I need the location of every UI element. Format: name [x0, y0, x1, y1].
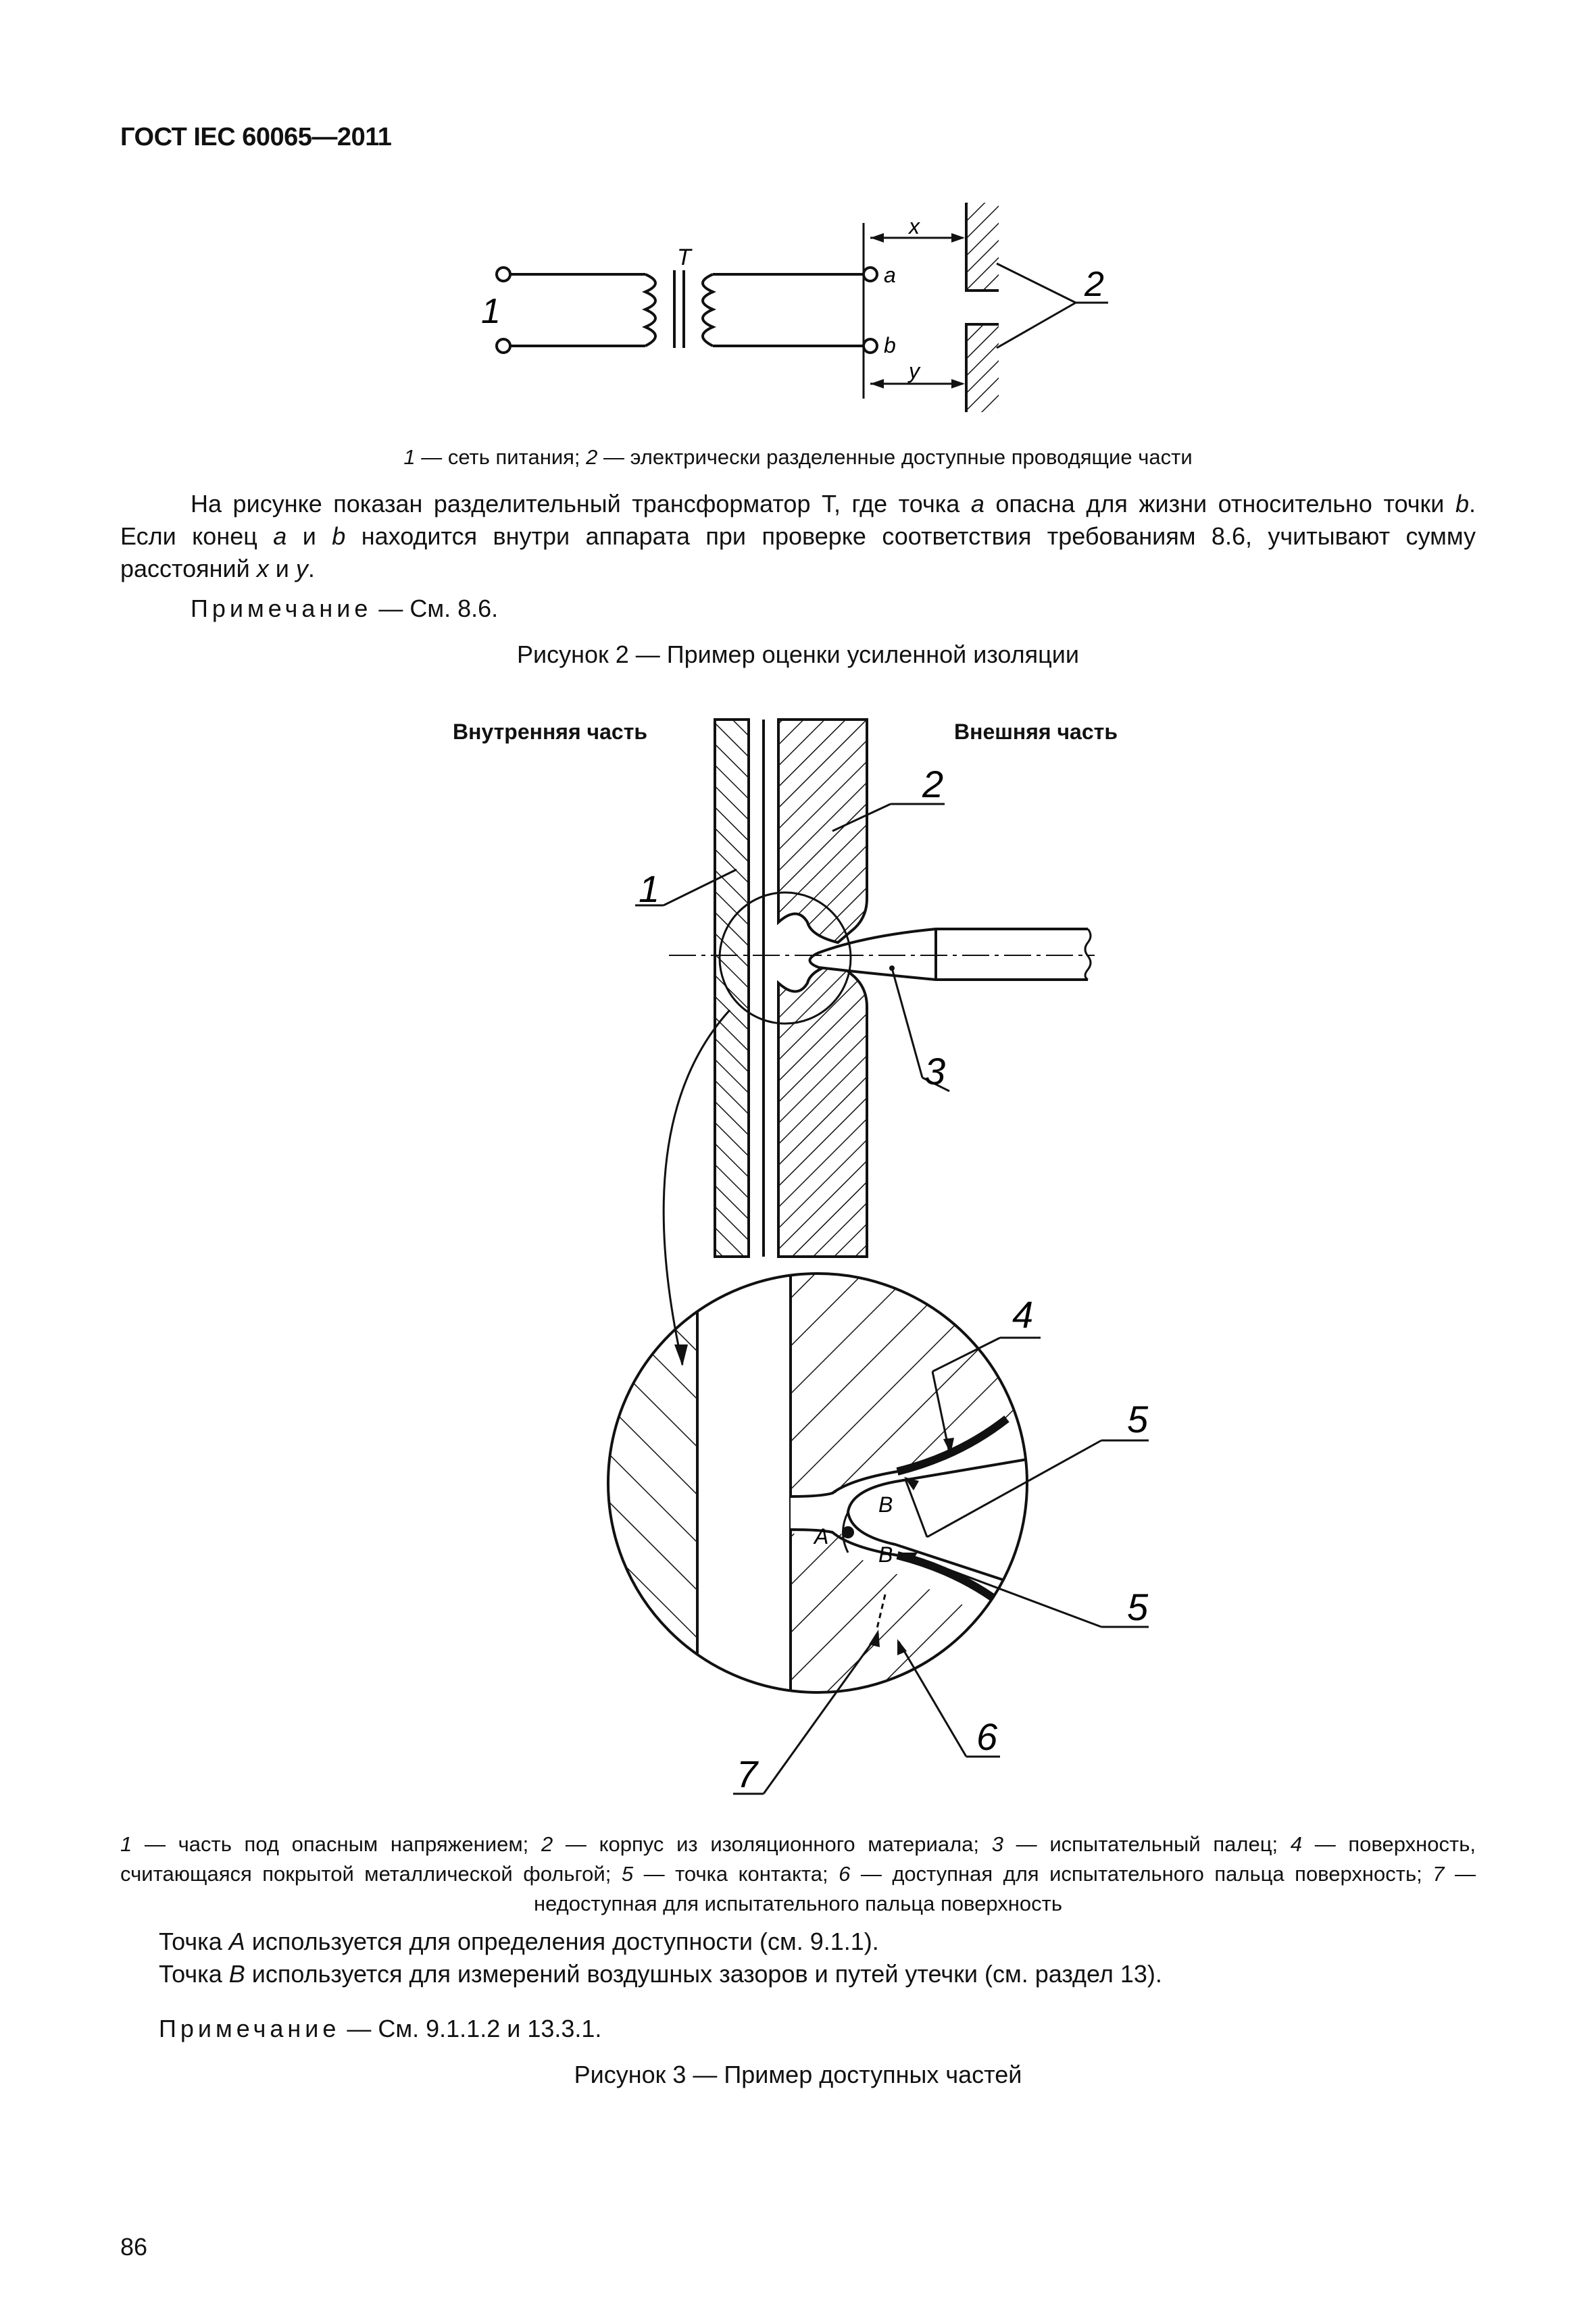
label-5-lower: 5: [1127, 1586, 1149, 1628]
outer-part-label: Внешняя часть: [954, 720, 1118, 744]
label-7: 7: [737, 1753, 758, 1795]
point-A-label: A: [814, 1524, 829, 1549]
label-2: 2: [922, 763, 944, 805]
point-B-paragraph: Точка B используется для измерений воздушных зазоров и путей утечки (см. раздел 13).: [159, 1960, 1162, 1988]
figure-2-legend: 1 — сеть питания; 2 — электрически разделенные доступные проводящие части: [403, 445, 1193, 469]
page-number: 86: [120, 2233, 148, 2261]
label-1: 1: [481, 292, 501, 331]
figure-2-paragraph: На рисунке показан разделительный трансформатор T, где точка a опасна для жизни относительно точки b. Если конец a и b находится внутри аппарата при проверке соответствия требованиям 8.6, учитывают сумму расстояний x и y.: [120, 490, 1476, 582]
label-b: b: [884, 333, 896, 357]
figure-2-note: Примечание — См. 8.6.: [191, 595, 499, 622]
document-header: ГОСТ IEC 60065—2011: [120, 123, 392, 151]
label-6: 6: [976, 1715, 998, 1758]
label-a: a: [884, 263, 896, 287]
figure-3-legend: 1 — часть под опасным напряжением; 2 — корпус из изоляционного материала; 3 — испытательный палец; 4 — поверхность, считающаяся покрытой металлической фольгой; 5 — точка контакта; 6 — доступная для испытательного пальца поверхность; 7 — недоступная для испытательного пальца поверхность: [120, 1832, 1476, 1915]
figure-3-caption: Рисунок 3 — Пример доступных частей: [574, 2061, 1022, 2088]
label-5-upper: 5: [1127, 1398, 1149, 1440]
label-x: x: [909, 214, 920, 238]
label-1: 1: [639, 867, 660, 910]
label-3: 3: [924, 1050, 946, 1092]
label-2: 2: [1084, 265, 1104, 304]
point-B-upper-label: B: [878, 1492, 893, 1517]
figure-2-transformer-diagram: [0, 0, 1596, 459]
point-A-paragraph: Точка A используется для определения доступности (см. 9.1.1).: [159, 1928, 879, 1955]
label-T: T: [677, 245, 691, 270]
figure-3-accessible-parts-diagram: [0, 703, 1596, 1824]
label-4: 4: [1012, 1293, 1034, 1336]
figure-3-note: Примечание — См. 9.1.1.2 и 13.3.1.: [159, 2015, 602, 2042]
point-B-lower-label: B: [878, 1542, 893, 1567]
inner-part-label: Внутренняя часть: [453, 720, 648, 744]
label-y: y: [909, 359, 920, 383]
figure-2-caption: Рисунок 2 — Пример оценки усиленной изоляции: [516, 640, 1079, 668]
